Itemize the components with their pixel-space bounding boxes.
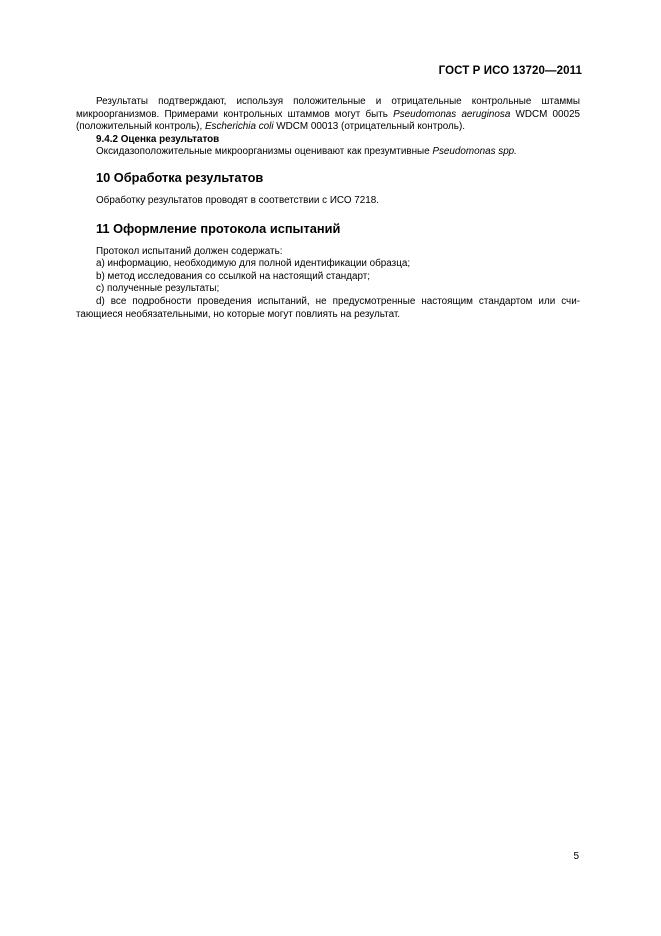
para1-text-1: Результаты подтверждают, используя положительные и отрицательные контрольные штаммы микроорганизмов. Примерами контрольных штаммов могут быть: [76, 96, 580, 120]
page-content: [76, 96, 580, 321]
para1-text-2: WDCM 00025 (положительный контроль),: [76, 108, 580, 133]
section-11-intro: Протокол испытаний должен содержать:: [96, 245, 283, 257]
subsection-942-paragraph: [76, 146, 580, 159]
species-escherichia-coli: Escherichia coli: [204, 121, 274, 133]
section-10-paragraph: Обработку результатов проводят в соответствии с ИСО 7218.: [96, 194, 379, 206]
subsection-942-heading: 9.4.2 Оценка результатов: [96, 133, 220, 145]
list-item: b) метод исследования со ссылкой на настоящий стандарт;: [96, 270, 371, 282]
page-number: 5: [573, 851, 579, 862]
list-item: c) полученные результаты;: [96, 283, 220, 295]
list-item: a) информацию, необходимую для полной идентификации образца;: [96, 258, 411, 270]
section-10-heading: 10 Обработка результатов: [96, 169, 264, 185]
list-item: d) все подробности проведения испытаний, не предусмотренные настоящим стандартом или счи-тающиеся необязательными, но которые могут повлиять на результат.: [76, 295, 580, 320]
para1-text-3: WDCM 00013 (отрицательный контроль).: [273, 121, 465, 133]
section-11-heading: 11 Оформление протокола испытаний: [96, 220, 341, 236]
species-pseudomonas-spp: Pseudomonas spp.: [432, 146, 517, 158]
subsection-942-text: Оксидазоположительные микроорганизмы оценивают как презумтивные: [96, 146, 433, 158]
species-pseudomonas-aeruginosa: Pseudomonas aeruginosa: [393, 108, 511, 120]
document-code-header: ГОСТ Р ИСО 13720—2011: [438, 65, 582, 77]
results-confirmation-paragraph: [76, 96, 580, 134]
